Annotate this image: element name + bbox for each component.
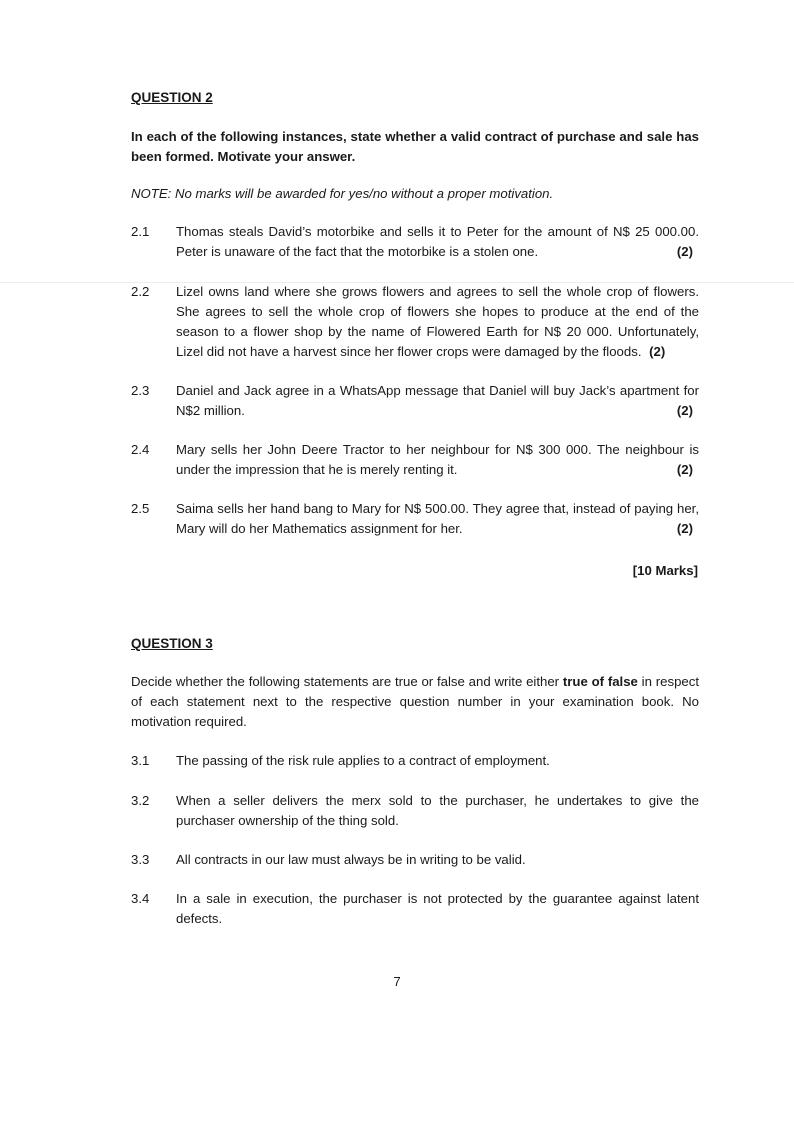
question-item bbox=[131, 222, 699, 262]
statement-text: In a sale in execution, the purchaser is not protected by the guarantee against latent defects. bbox=[176, 891, 699, 926]
statement-item bbox=[131, 889, 699, 929]
question-2-instruction: In each of the following instances, state whether a valid contract of purchase and sale has been formed. Motivate your answer. bbox=[131, 129, 699, 164]
question-item bbox=[131, 381, 699, 421]
statement-item bbox=[131, 850, 699, 870]
question-text: Daniel and Jack agree in a WhatsApp message that Daniel will buy Jack’s apartment for N$2 million. bbox=[176, 383, 699, 418]
marks-label: (2) bbox=[676, 521, 693, 536]
question-2-note: NOTE: No marks will be awarded for yes/no without a proper motivation. bbox=[131, 186, 554, 201]
question-number: 2.5 bbox=[131, 501, 150, 516]
statement-item bbox=[131, 751, 699, 771]
question-item bbox=[131, 499, 699, 539]
marks-label: (2) bbox=[649, 344, 666, 359]
marks-label: (2) bbox=[676, 462, 693, 477]
question-number: 2.3 bbox=[131, 383, 150, 398]
statement-item bbox=[131, 791, 699, 831]
question-item bbox=[131, 440, 699, 480]
question-text: Thomas steals David’s motorbike and sells it to Peter for the amount of N$ 25 000.00. Peter is unaware of the fact that the motorbike is a stolen one. bbox=[176, 224, 699, 259]
question-number: 2.1 bbox=[131, 224, 150, 239]
question-3-heading: QUESTION 3 bbox=[131, 636, 213, 651]
question-text: Saima sells her hand bang to Mary for N$ 500.00. They agree that, instead of paying her, Mary will do her Mathematics assignment for her. bbox=[176, 501, 699, 536]
question-2-total-marks: [10 Marks] bbox=[632, 563, 698, 578]
marks-label: (2) bbox=[676, 244, 693, 259]
marks-label: (2) bbox=[676, 403, 693, 418]
question-number: 2.2 bbox=[131, 284, 150, 299]
true-false-emphasis: true of false bbox=[562, 674, 638, 689]
statement-number: 3.3 bbox=[131, 852, 150, 867]
statement-text: All contracts in our law must always be in writing to be valid. bbox=[176, 852, 526, 867]
question-text: Lizel owns land where she grows flowers and agrees to sell the whole crop of flowers. She agrees to sell the whole crop of flowers she hopes to produce at the end of the season to a flower shop by the name of Flowered Earth for N$ 20 000. Unfortunately, Lizel did not have a harvest since her flower crops were damaged by the floods. bbox=[176, 284, 699, 359]
question-number: 2.4 bbox=[131, 442, 150, 457]
question-3-instruction: Decide whether the following statements are true or false and write either true of false in respect of each statement next to the respective question number in your examination book. No motivation required. bbox=[131, 674, 699, 729]
statement-number: 3.1 bbox=[131, 753, 150, 768]
statement-text: When a seller delivers the merx sold to the purchaser, he undertakes to give the purchaser ownership of the thing sold. bbox=[176, 793, 699, 828]
question-text: Mary sells her John Deere Tractor to her neighbour for N$ 300 000. The neighbour is under the impression that he is merely renting it. bbox=[176, 442, 699, 477]
statement-number: 3.2 bbox=[131, 793, 150, 808]
statement-number: 3.4 bbox=[131, 891, 150, 906]
question-item bbox=[131, 282, 699, 362]
question-2-heading: QUESTION 2 bbox=[131, 90, 213, 105]
page-number: 7 bbox=[393, 974, 401, 989]
statement-text: The passing of the risk rule applies to a contract of employment. bbox=[176, 753, 550, 768]
